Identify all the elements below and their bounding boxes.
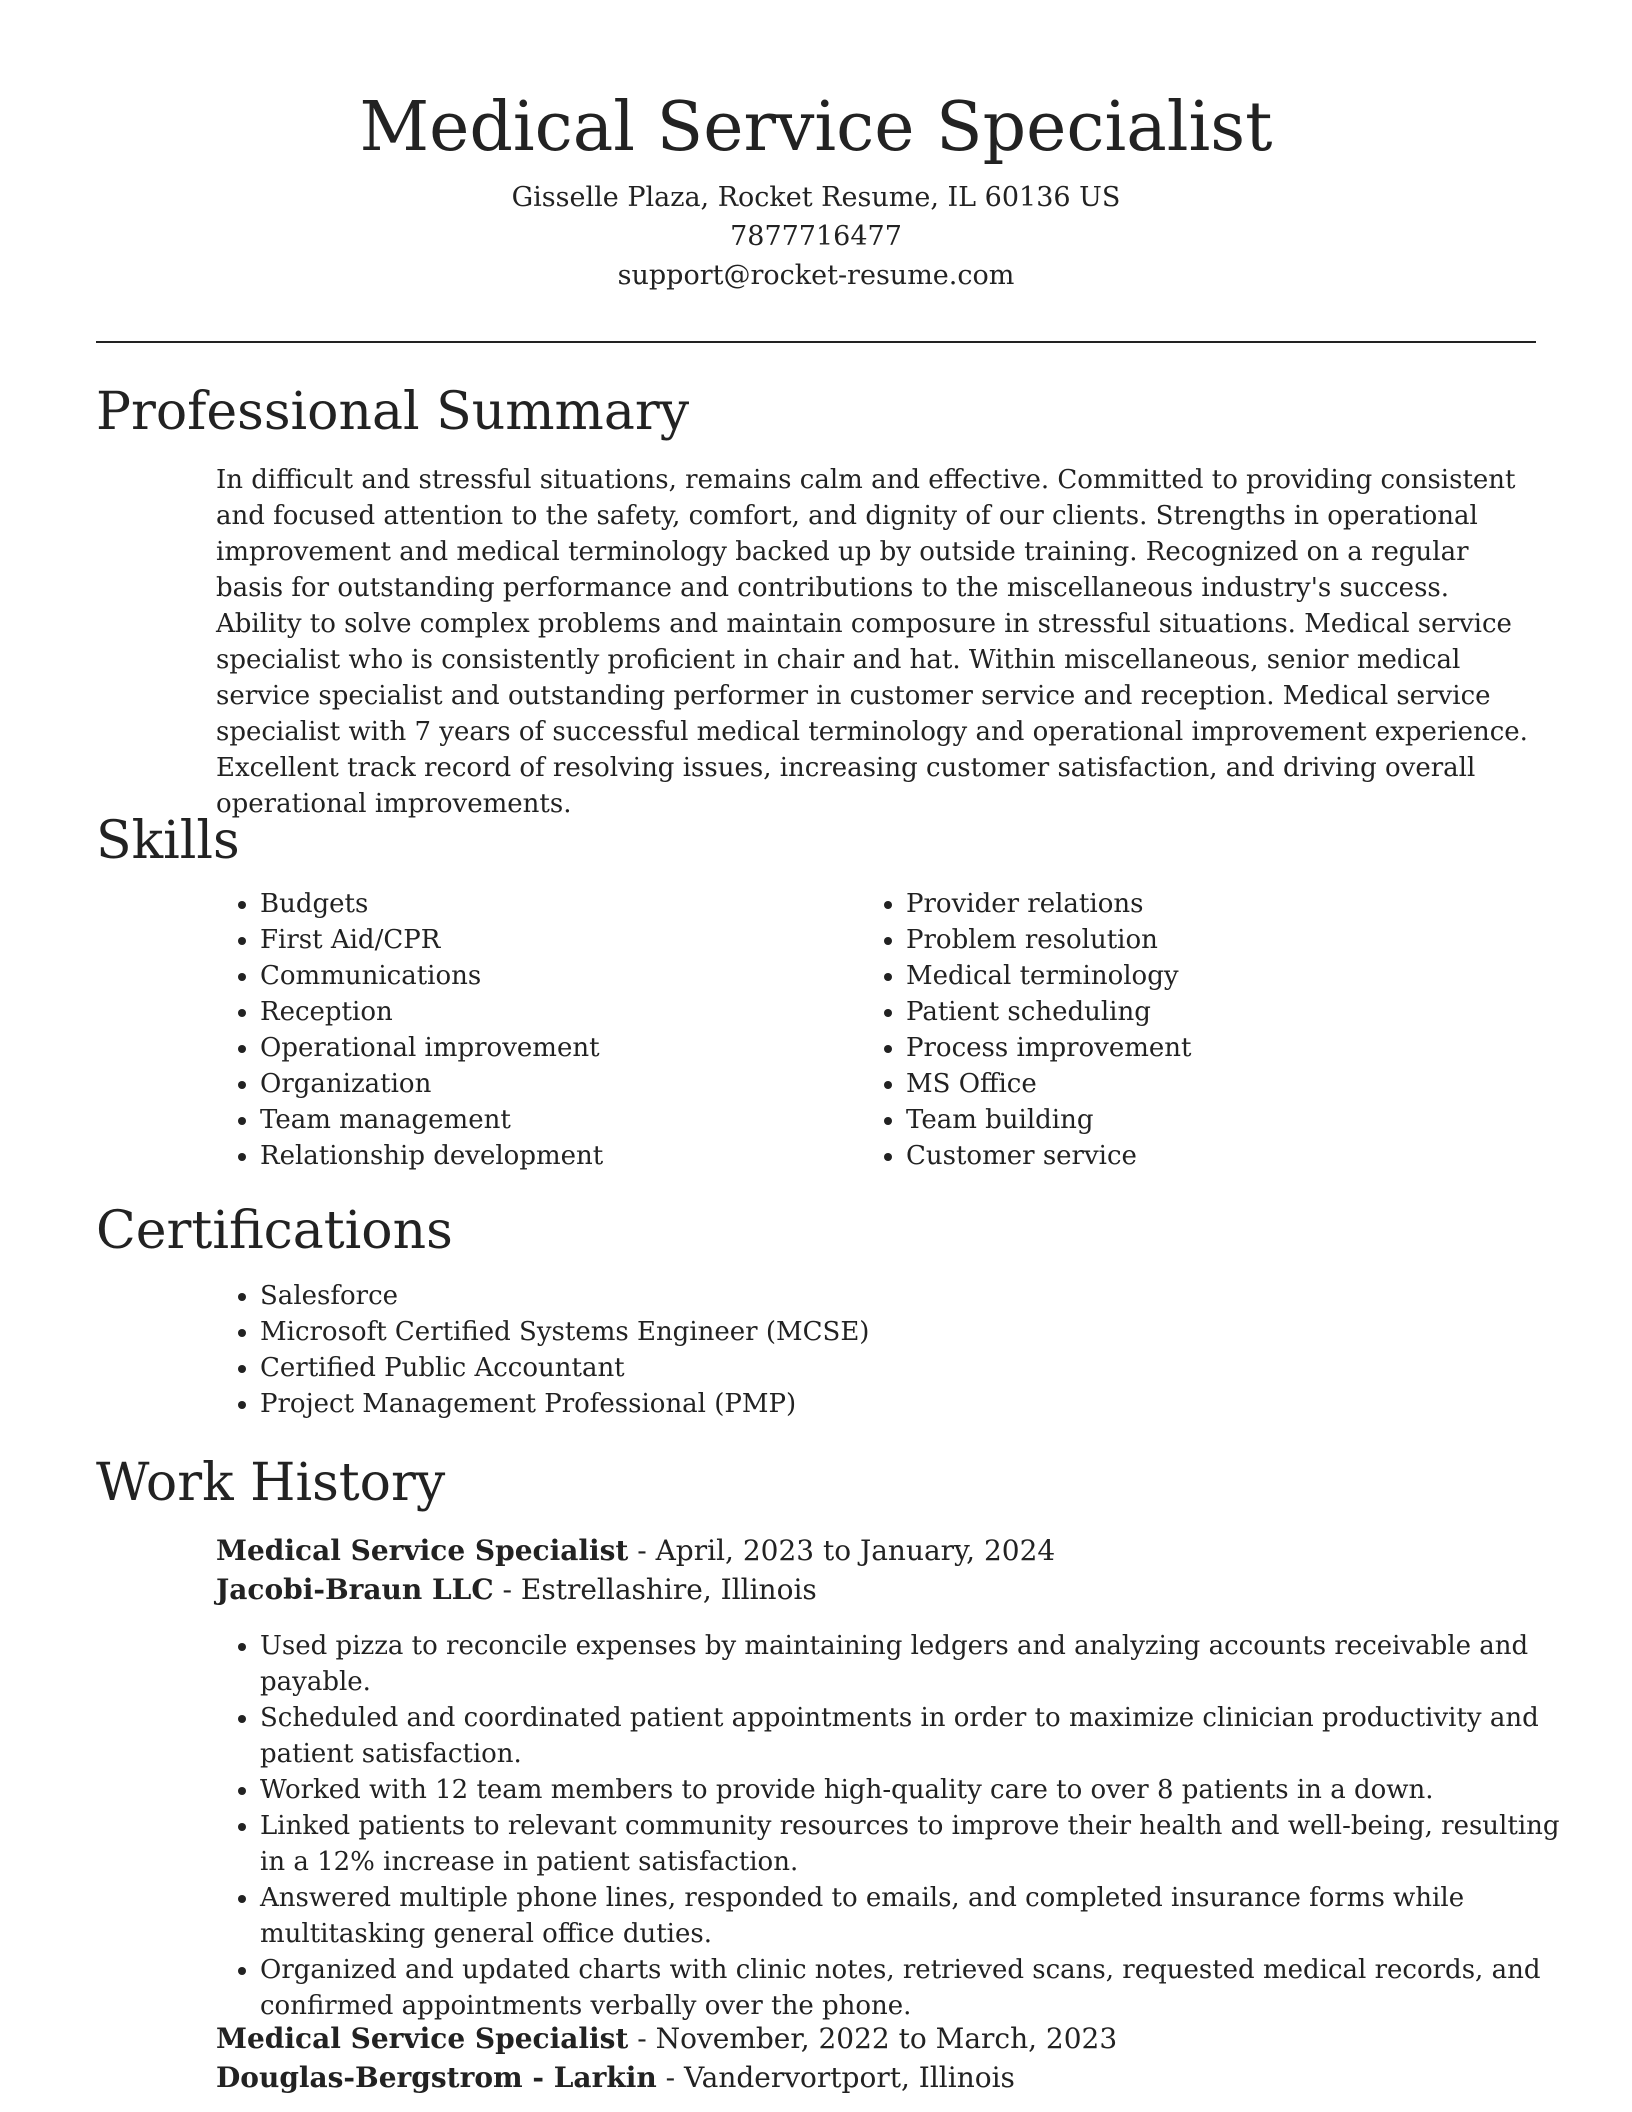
skill-item: • MS Office [906,1066,1506,1102]
skill-item: • Provider relations [906,886,1506,922]
contact-address: Gisselle Plaza, Rocket Resume, IL 60136 US [511,182,1121,213]
summary-text: In difficult and stressful situations, remains calm and effective. Committed to providing consistent and focused attention to the safety, comfort, and dignity of our clients. Strengths in operational improvement and medical terminology backed up by outside training. Recognized on a regular basis for outstanding performance and contributions to the miscellaneous industry's success. Ability to solve complex problems and maintain composure in stressful situations. Medical service specialist who is consistently proficient in chair and hat. Within miscellaneous, senior medical service specialist and outstanding performer in customer service and reception. Medical service specialist with 7 years of successful medical terminology and operational improvement experience. Excellent track record of resolving issues, increasing customer satisfaction, and driving overall operational improvements. [216,465,1528,819]
job-title: Medical Service Specialist [216,2022,629,2055]
contact-phone: 7877716477 [730,221,902,252]
job-duty-item: • Used pizza to reconcile expenses by maintaining ledgers and analyzing accounts receivable and payable. [260,1628,1585,1700]
certification-item: • Microsoft Certified Systems Engineer (MCSE) [260,1314,1460,1350]
certification-item: • Project Management Professional (PMP) [260,1386,1460,1422]
skill-item: • Operational improvement [260,1030,820,1066]
header-divider [96,341,1536,343]
certification-item: • Salesforce [260,1278,1460,1314]
skills-list-right [862,886,1506,1174]
contact-email: support@rocket-resume.com [617,260,1015,291]
job-location: - Vandervortport, Illinois [656,2061,1015,2094]
certification-item: • Certified Public Accountant [260,1350,1460,1386]
skills-heading: Skills [96,811,240,871]
skill-item: • Process improvement [906,1030,1506,1066]
skill-item: • Team management [260,1102,820,1138]
resume-header [0,78,1632,295]
certifications-list [216,1278,1460,1422]
skill-item: • Customer service [906,1138,1506,1174]
work-history-heading: Work History [96,1453,446,1513]
skill-item: • Budgets [260,886,820,922]
job-company: Douglas-Bergstrom - Larkin [216,2061,657,2094]
job-location: - Estrellashire, Illinois [493,1573,817,1606]
skill-item: • First Aid/CPR [260,922,820,958]
certifications-heading: Certifications [96,1201,453,1261]
job-dates: - April, 2023 to January, 2024 [628,1534,1056,1567]
skill-item: • Patient scheduling [906,994,1506,1030]
job-company-line [216,2059,1015,2097]
skill-item: • Organization [260,1066,820,1102]
skill-item: • Team building [906,1102,1506,1138]
job-title: Medical Service Specialist [216,1534,629,1567]
job-company-line [216,1571,817,1609]
skill-item: • Medical terminology [906,958,1506,994]
summary-heading: Professional Summary [96,382,690,442]
skill-item: • Relationship development [260,1138,820,1174]
job-title-line [216,1532,1055,1570]
job-duty-item: • Worked with 12 team members to provide high-quality care to over 8 patients in a down. [260,1772,1585,1808]
skill-item: • Reception [260,994,820,1030]
job-title-line [216,2020,1117,2058]
job-company: Jacobi-Braun LLC [216,1573,494,1606]
job-dates: - November, 2022 to March, 2023 [628,2022,1118,2055]
skills-list-left [216,886,820,1174]
job-duty-item: • Linked patients to relevant community resources to improve their health and well-being, resulting in a 12% increase in patient satisfaction. [260,1808,1585,1880]
resume-name: Medical Service Specialist [359,88,1273,167]
skill-item: • Communications [260,958,820,994]
job-duty-item: • Organized and updated charts with clinic notes, retrieved scans, requested medical records, and confirmed appointments verbally over the phone. [260,1952,1585,2024]
skill-item: • Problem resolution [906,922,1506,958]
job-duties-list [216,1628,1585,2024]
job-duty-item: • Scheduled and coordinated patient appointments in order to maximize clinician productivity and patient satisfaction. [260,1700,1585,1772]
job-duty-item: • Answered multiple phone lines, responded to emails, and completed insurance forms while multitasking general office duties. [260,1880,1585,1952]
